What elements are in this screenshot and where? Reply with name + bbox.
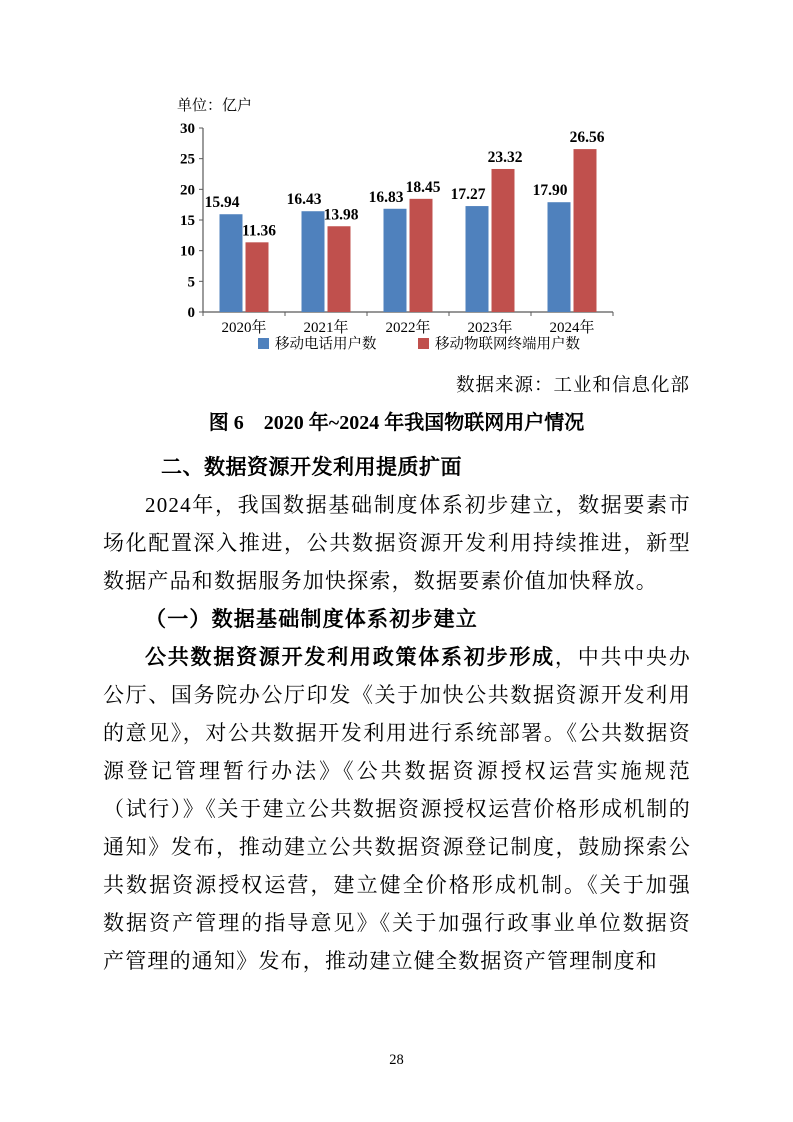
bar-iot [246, 242, 269, 312]
bar-value-label: 16.43 [286, 191, 322, 209]
bar-iot [328, 226, 351, 312]
bar-value-label: 16.83 [368, 188, 404, 206]
section-body [103, 486, 691, 980]
bar-phone [302, 211, 325, 312]
bar-phone [384, 209, 407, 312]
bar-value-label: 23.32 [487, 148, 523, 166]
y-axis-tick-label: 5 [187, 274, 195, 291]
x-axis-category-label: 2022年 [385, 320, 431, 336]
iot-users-bar-chart [160, 92, 660, 367]
legend-label: 移动物联网终端用户数 [435, 336, 580, 353]
figure-caption: 图 6 2020 年~2024 年我国物联网用户情况 [208, 412, 585, 434]
y-axis-tick-label: 15 [180, 213, 195, 229]
y-axis-tick-label: 25 [180, 151, 195, 168]
y-axis-tick-label: 20 [180, 182, 195, 199]
bar-value-label: 17.27 [450, 186, 486, 204]
bar-value-label: 11.36 [241, 222, 277, 240]
paragraph-overview: 2024年，我国数据基础制度体系初步建立，数据要素市场化配置深入推进，公共数据资源开发利用持续推进，新型数据产品和数据服务加快探索，数据要素价值加快释放。 [103, 493, 691, 593]
legend-swatch [418, 338, 429, 349]
bar-iot [410, 199, 433, 312]
paragraph-policy-rest: ，中共中央办公厅、国务院办公厅印发《关于加快公共数据资源开发利用的意见》，对公共数据开发利用进行系统部署。《公共数据资源登记管理暂行办法》《公共数据资源授权运营实施规范（试行）》《关于建立公共数据资源授权运营价格形成机制的通知》发布，推动建立公共数据资源登记制度，鼓励探索公共数据资源授权运营，建立健全价格形成机制。《关于加强数据资产管理的指导意见》《关于加强行政事业单位数据资产管理的通知》发布，推动建立健全数据资产管理制度和 [103, 645, 691, 973]
x-axis-category-label: 2024年 [549, 320, 595, 336]
bar-value-label: 26.56 [569, 129, 605, 147]
bar-phone [466, 206, 489, 312]
paragraph-policy-lead: 公共数据资源开发利用政策体系初步形成 [145, 645, 555, 669]
x-axis-category-label: 2020年 [221, 320, 267, 336]
y-axis-tick-label: 0 [187, 305, 195, 321]
bar-value-label: 15.94 [204, 194, 240, 212]
bar-iot [574, 149, 597, 312]
paragraph-policy [103, 638, 691, 980]
subsection-heading: （一）数据基础制度体系初步建立 [145, 607, 478, 631]
page-number: 28 [389, 1052, 404, 1068]
data-source-note: 数据来源：工业和信息化部 [455, 376, 690, 396]
bar-value-label: 18.45 [405, 178, 441, 196]
y-axis-tick-label: 30 [180, 121, 195, 137]
legend-swatch [258, 338, 269, 349]
chart-unit-label: 单位：亿户 [177, 98, 253, 114]
section-heading: 二、数据资源开发利用提质扩面 [161, 456, 462, 479]
x-axis-category-label: 2021年 [303, 320, 349, 336]
bar-phone [220, 214, 243, 312]
y-axis-tick-label: 10 [180, 243, 195, 260]
bar-value-label: 17.90 [532, 182, 568, 200]
x-axis-category-label: 2023年 [467, 320, 513, 336]
bar-value-label: 13.98 [323, 206, 359, 224]
bar-iot [492, 169, 515, 312]
legend-label: 移动电话用户数 [275, 336, 377, 353]
bar-phone [548, 202, 571, 312]
